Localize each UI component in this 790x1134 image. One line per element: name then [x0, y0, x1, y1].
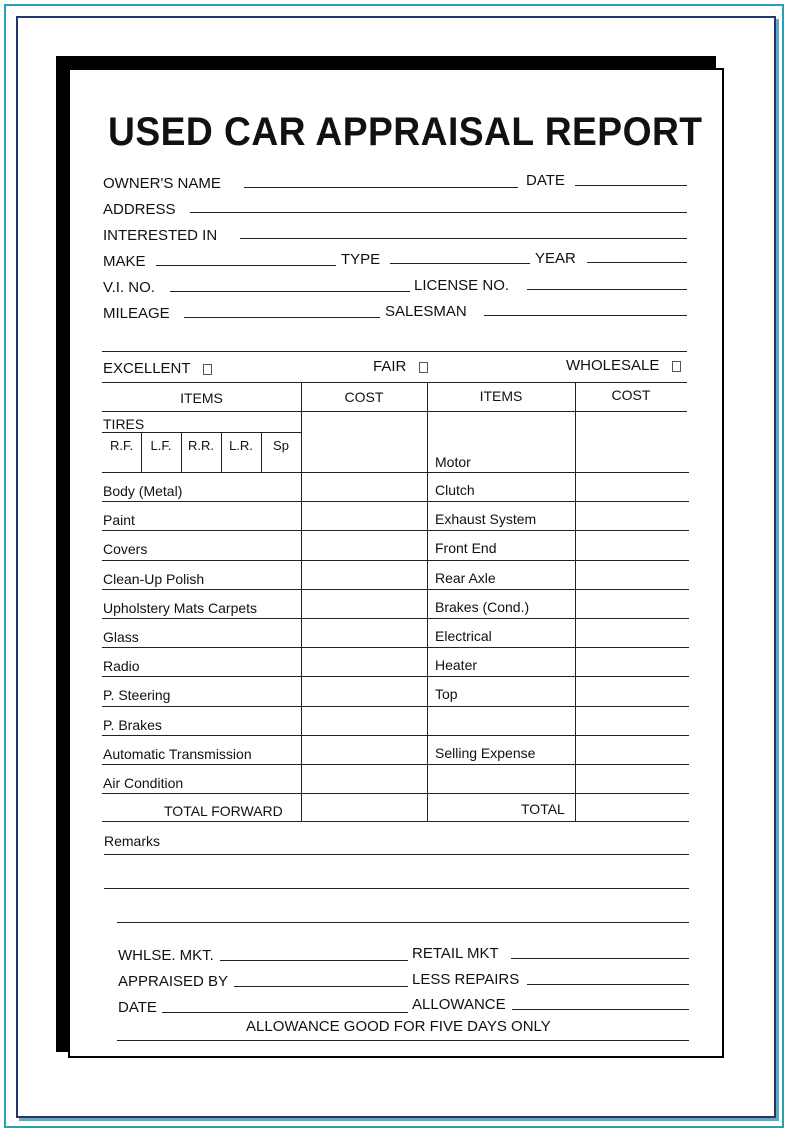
vi-no-field[interactable] — [170, 291, 410, 292]
right-item-label: Heater — [435, 657, 478, 674]
header-bottom-rule — [102, 411, 687, 412]
date-field[interactable] — [575, 185, 687, 186]
less-repairs-label: LESS REPAIRS — [412, 971, 520, 988]
table-row-rule — [102, 560, 689, 561]
right-item-label: Clutch — [435, 482, 475, 498]
remarks-line-2[interactable] — [104, 888, 689, 889]
left-item-label: Radio — [103, 658, 140, 675]
table-top-rule — [102, 382, 687, 383]
table-row-rule — [102, 764, 689, 765]
table-row-rule — [102, 530, 689, 531]
left-item-label: Air Condition — [103, 775, 184, 791]
year-label: YEAR — [535, 250, 576, 267]
fair-label: FAIR — [373, 358, 407, 375]
type-label: TYPE — [341, 251, 381, 268]
table-row-rule — [102, 618, 689, 619]
left-item-label: Clean-Up Polish — [103, 570, 205, 587]
total-forward-label: TOTAL FORWARD — [164, 803, 283, 819]
tire-lf: L.F. — [150, 438, 172, 453]
table-row-rule — [102, 472, 689, 473]
right-item-label: Top — [435, 686, 458, 703]
type-field[interactable] — [390, 263, 530, 264]
table-row-rule — [102, 589, 689, 590]
address-label: ADDRESS — [103, 201, 176, 218]
make-field[interactable] — [156, 265, 336, 266]
allowance-note: ALLOWANCE GOOD FOR FIVE DAYS ONLY — [246, 1018, 551, 1035]
wholesale-checkbox[interactable] — [672, 361, 681, 372]
interested-in-field[interactable] — [240, 238, 687, 239]
condition-wholesale[interactable] — [566, 357, 681, 374]
remarks-label: Remarks — [104, 833, 161, 849]
fair-checkbox[interactable] — [419, 362, 428, 373]
left-item-label: P. Brakes — [103, 716, 162, 733]
tires-sub-rule — [102, 432, 301, 433]
mileage-label: MILEAGE — [103, 305, 170, 322]
wholesale-label: WHOLESALE — [566, 357, 660, 374]
table-col-line-1 — [301, 382, 302, 822]
table-row-rule — [102, 706, 689, 707]
table-row-rule — [102, 501, 689, 502]
tire-spare: Sp — [273, 438, 289, 453]
footer-date-field[interactable] — [162, 1012, 408, 1013]
condition-fair[interactable] — [373, 358, 428, 375]
right-item-label: Exhaust System — [435, 511, 537, 528]
header-items-right: ITEMS — [479, 388, 523, 404]
right-item-label: Brakes (Cond.) — [435, 598, 530, 615]
date-label: DATE — [526, 172, 565, 189]
right-item-label: Electrical — [435, 628, 492, 644]
left-item-label: Upholstery Mats Carpets — [103, 599, 258, 616]
footer-date-label: DATE — [118, 999, 157, 1016]
table-row-rule — [102, 647, 689, 648]
tires-label: TIRES — [103, 416, 145, 432]
address-field[interactable] — [190, 212, 687, 213]
table-row-rule — [102, 735, 689, 736]
whlse-mkt-field[interactable] — [220, 960, 408, 961]
allowance-field[interactable] — [512, 1009, 689, 1010]
condition-excellent[interactable] — [103, 360, 212, 377]
table-col-line-2 — [427, 382, 428, 822]
license-no-field[interactable] — [527, 289, 687, 290]
condition-top-rule — [102, 351, 687, 352]
license-no-label: LICENSE NO. — [414, 277, 510, 294]
header-cost-left: COST — [344, 389, 384, 405]
whlse-mkt-label: WHLSE. MKT. — [118, 947, 214, 964]
right-item-label: Selling Expense — [435, 744, 536, 761]
appraised-by-label: APPRAISED BY — [118, 973, 229, 990]
left-item-label: Body (Metal) — [103, 483, 183, 499]
remarks-line-1[interactable] — [104, 854, 689, 855]
excellent-label: EXCELLENT — [103, 360, 191, 377]
right-item-label: Rear Axle — [435, 569, 496, 586]
make-label: MAKE — [103, 253, 146, 270]
tire-rf: R.F. — [109, 438, 134, 453]
header-items-left: ITEMS — [180, 390, 223, 406]
left-item-label: Paint — [103, 512, 135, 529]
salesman-field[interactable] — [484, 315, 687, 316]
left-item-label: Covers — [103, 541, 148, 558]
form-title: USED CAR APPRAISAL REPORT — [108, 110, 703, 154]
left-item-label: Glass — [103, 629, 139, 645]
header-cost-right: COST — [611, 387, 651, 403]
owners-name-field[interactable] — [244, 187, 518, 188]
allowance-label: ALLOWANCE — [412, 996, 506, 1013]
left-item-label: Automatic Transmission — [103, 745, 252, 762]
total-label: TOTAL — [521, 801, 565, 817]
less-repairs-field[interactable] — [527, 984, 689, 985]
right-item-label: Motor — [435, 454, 471, 470]
table-col-line-3 — [575, 382, 576, 822]
appraised-by-field[interactable] — [234, 986, 408, 987]
salesman-label: SALESMAN — [385, 303, 467, 320]
mileage-field[interactable] — [184, 317, 380, 318]
tire-rr: R.R. — [188, 438, 214, 453]
table-row-rule — [102, 676, 689, 677]
remarks-line-3[interactable] — [117, 922, 689, 923]
right-item-label: Front End — [435, 540, 497, 557]
year-field[interactable] — [587, 262, 687, 263]
interested-in-label: INTERESTED IN — [103, 227, 218, 244]
table-row-rule — [102, 793, 689, 794]
owners-name-label: OWNER'S NAME — [103, 175, 221, 192]
footer-bottom-rule — [117, 1040, 689, 1041]
vi-no-label: V.I. NO. — [103, 279, 155, 296]
retail-mkt-label: RETAIL MKT — [412, 945, 499, 962]
excellent-checkbox[interactable] — [203, 364, 212, 375]
table-bottom-rule — [102, 821, 689, 822]
retail-mkt-field[interactable] — [511, 958, 689, 959]
tire-lr: L.R. — [229, 438, 253, 453]
left-item-label: P. Steering — [103, 687, 171, 704]
